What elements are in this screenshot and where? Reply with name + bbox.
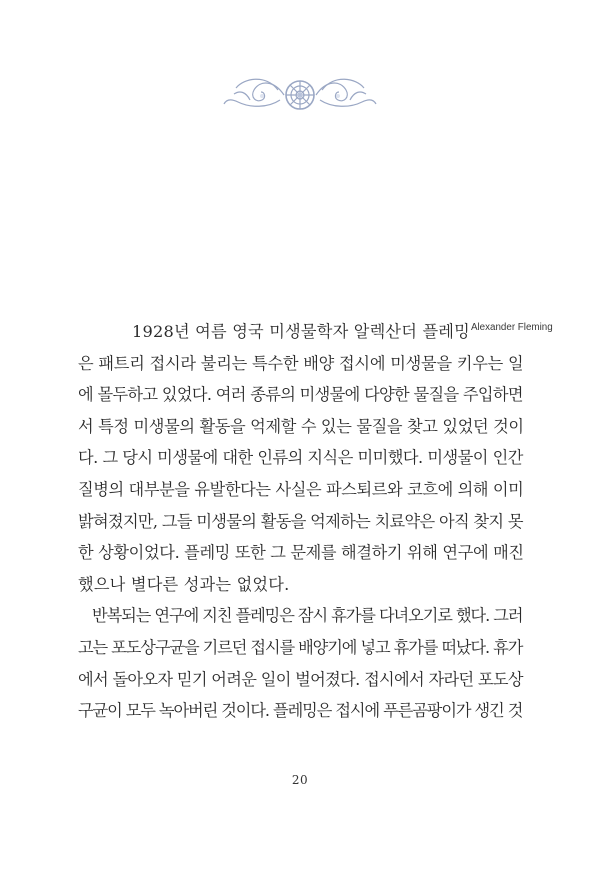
text-line: [78, 569, 524, 601]
page-number: 20: [291, 773, 309, 787]
text-line: [78, 632, 524, 664]
text-line: [78, 506, 524, 538]
text-line: [78, 537, 524, 569]
text-line: [78, 379, 524, 411]
text-line: [78, 316, 553, 348]
text-line: [78, 664, 524, 696]
decorative-flourish-icon: [220, 70, 380, 120]
text-line-content: 에 몰두하고 있었다. 여러 종류의 미생물에 다양한 물질을 주입하면: [78, 385, 523, 405]
text-line-content: 한 상황이었다. 플레밍 또한 그 문제를 해결하기 위해 연구에 매진: [78, 543, 524, 563]
text-line-content: 다. 그 당시 미생물에 대한 인류의 지식은 미미했다. 미생물이 인간: [78, 448, 523, 468]
text-line: [78, 348, 524, 380]
text-line-content: 질병의 대부분을 유발한다는 사실은 파스퇴르와 코흐에 의해 이미: [78, 479, 524, 499]
text-line-content: 은 패트리 접시라 불리는 특수한 배양 접시에 미생물을 키우는 일: [78, 353, 524, 373]
text-line: [78, 411, 524, 443]
text-line-content: 1928년 여름 영국 미생물학자 알렉산더 플레밍: [132, 322, 470, 341]
text-line-content: 구균이 모두 녹아버린 것이다. 플레밍은 접시에 푸른곰팡이가 생긴 것: [78, 701, 523, 721]
text-line-content: 서 특정 미생물의 활동을 억제할 수 있는 물질을 찾고 있었던 것이: [78, 416, 524, 436]
english-name-annotation: Alexander Fleming: [470, 322, 553, 333]
text-line: [78, 600, 524, 632]
text-line-content: 밝혀졌지만, 그들 미생물의 활동을 억제하는 치료약은 아직 찾지 못: [78, 511, 523, 531]
text-line-content: 고는 포도상구균을 기르던 접시를 배양기에 넣고 휴가를 떠났다. 휴가: [78, 637, 523, 657]
body-text: [78, 316, 553, 727]
text-line-content: 했으나 별다른 성과는 없었다.: [78, 574, 290, 594]
text-line: [78, 474, 524, 506]
text-line: [78, 695, 524, 727]
text-line-content: 에서 돌아오자 믿기 어려운 일이 벌어졌다. 접시에서 자라던 포도상: [78, 669, 523, 689]
text-line: [78, 442, 524, 474]
text-line-content: 반복되는 연구에 지친 플레밍은 잠시 휴가를 다녀오기로 했다. 그러: [92, 606, 523, 626]
